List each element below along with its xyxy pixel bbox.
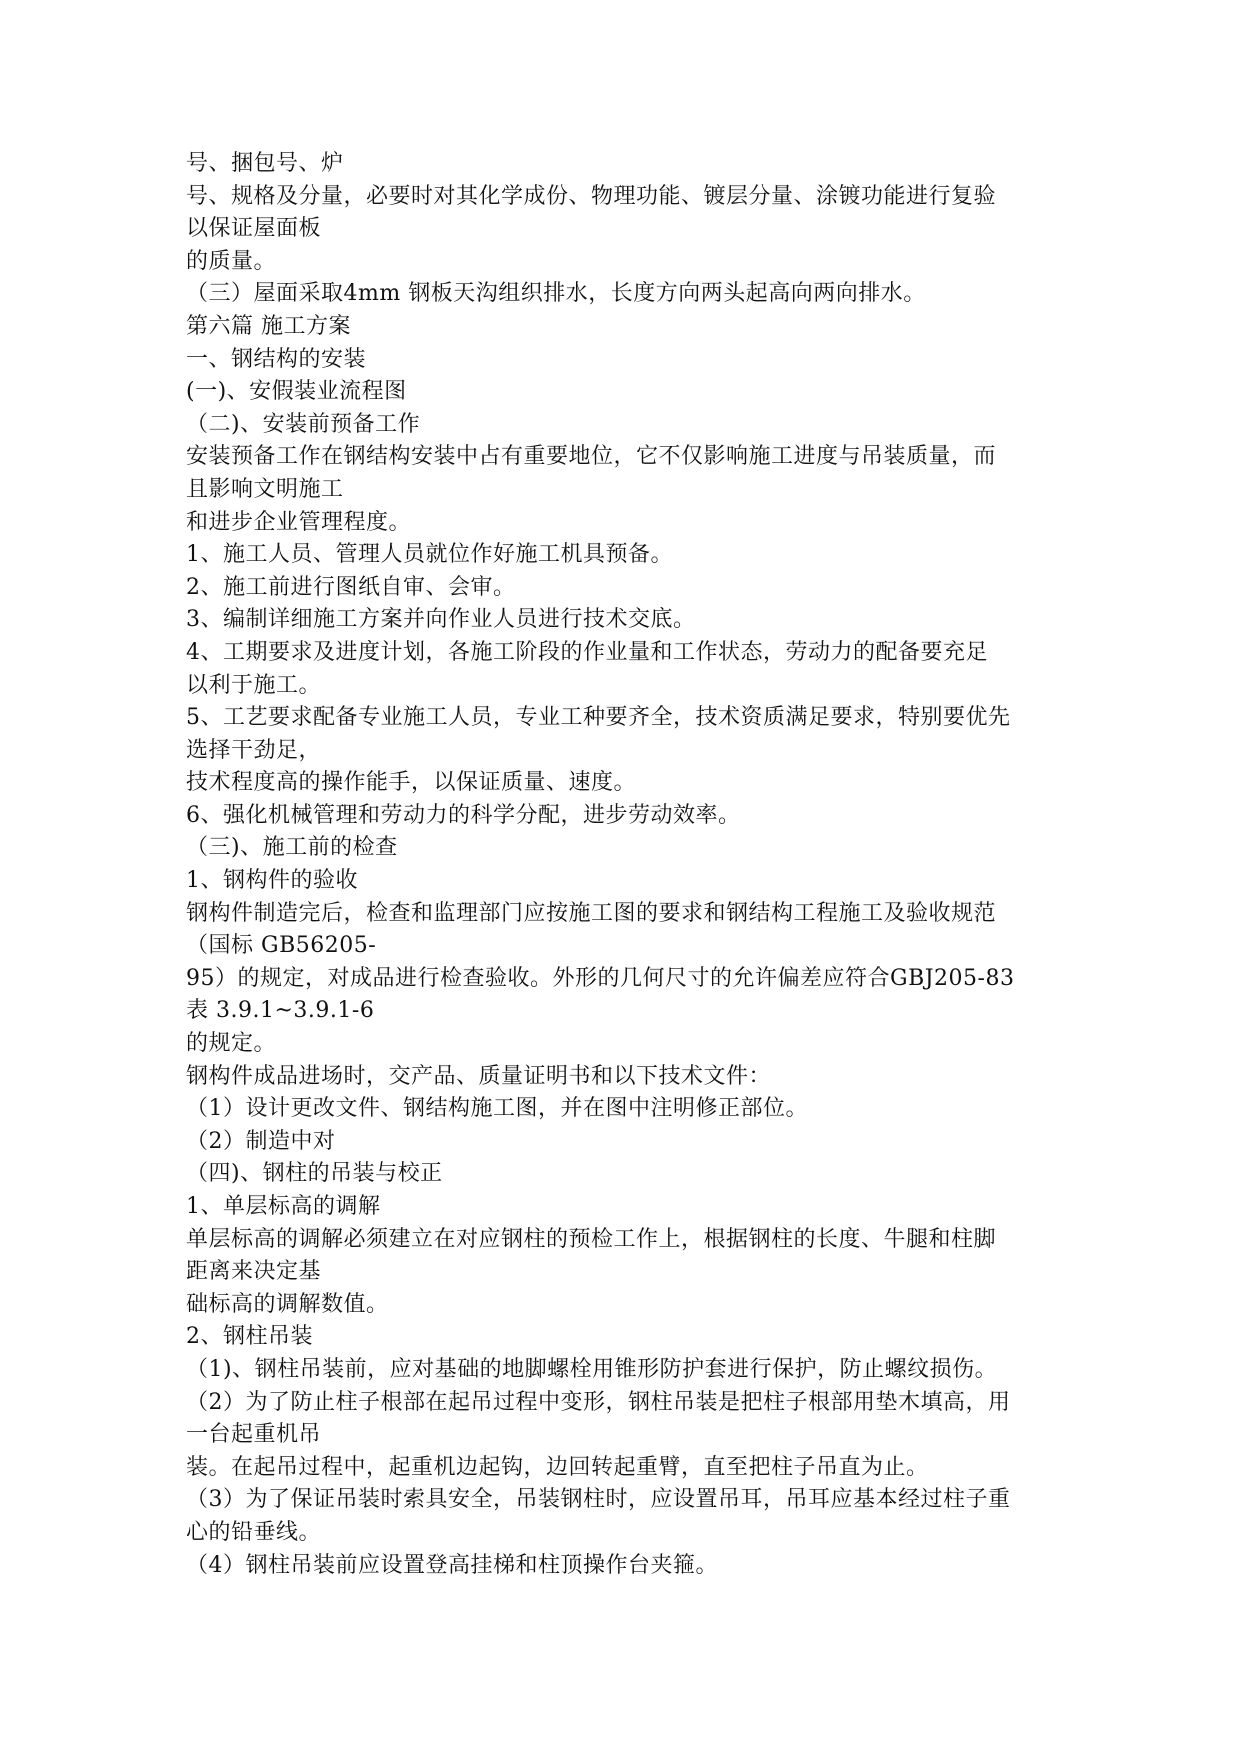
list-item: （3）为了保证吊装时索具安全，吊装钢柱时，应设置吊耳，吊耳应基本经过柱子重 xyxy=(186,1487,1011,1513)
list-item: （2）制造中对 xyxy=(186,1128,336,1154)
text-line: （三）屋面采取4mm 钢板天沟组织排水，长度方向两头起高向两向排水。 xyxy=(186,281,926,307)
list-item: 5、工艺要求配备专业施工人员，专业工种要齐全，技术资质满足要求，特别要优先 xyxy=(186,705,1011,731)
text-line: 以保证屋面板 xyxy=(186,216,322,242)
text-line: 距离来决定基 xyxy=(186,1259,322,1285)
text-line: 技术程度高的操作能手，以保证质量、速度。 xyxy=(186,770,637,796)
text-line: 心的铅垂线。 xyxy=(186,1519,322,1545)
subsection-heading: （四)、钢柱的吊装与校正 xyxy=(186,1161,443,1187)
text-line: 号、规格及分量，必要时对其化学成份、物理功能、镀层分量、涂镀功能进行复验 xyxy=(186,183,997,209)
text-line: 的规定。 xyxy=(186,1031,277,1057)
list-item: （1）设计更改文件、钢结构施工图，并在图中注明修正部位。 xyxy=(186,1096,808,1122)
list-item: 4、工期要求及进度计划，各施工阶段的作业量和工作状态，劳动力的配备要充足 xyxy=(186,639,988,665)
text-line: （国标 GB56205- xyxy=(186,933,377,959)
text-line: 号、捆包号、炉 xyxy=(186,151,344,176)
text-line: 95）的规定，对成品进行检查验收。外形的几何尺寸的允许偏差应符合GBJ205-83 xyxy=(186,965,1015,991)
document-body xyxy=(186,148,1086,1582)
text-line: 钢构件制造完后，检查和监理部门应按施工图的要求和钢结构工程施工及验收规范 xyxy=(186,900,997,926)
list-item: 2、钢柱吊装 xyxy=(186,1324,313,1350)
list-item: （1)、钢柱吊装前，应对基础的地脚螺栓用锥形防护套进行保护，防止螺纹损伤。 xyxy=(186,1356,998,1382)
section-heading: 一、钢结构的安装 xyxy=(186,346,367,372)
subsection-heading: (一)、安假装业流程图 xyxy=(186,379,407,405)
text-line: 装。在起吊过程中，起重机边起钩，边回转起重臂，直至把柱子吊直为止。 xyxy=(186,1454,929,1480)
chapter-heading: 第六篇 施工方案 xyxy=(186,313,351,339)
list-item: 1、钢构件的验收 xyxy=(186,868,358,894)
subsection-heading: （三)、施工前的检查 xyxy=(186,835,398,861)
text-line: 一台起重机吊 xyxy=(186,1422,322,1448)
list-item: 6、强化机械管理和劳动力的科学分配，进步劳动效率。 xyxy=(186,802,741,828)
list-item: （4）钢柱吊装前应设置登高挂梯和柱顶操作台夹箍。 xyxy=(186,1552,718,1578)
list-item: 1、单层标高的调解 xyxy=(186,1194,381,1219)
text-line: 钢构件成品进场时，交产品、质量证明书和以下技术文件： xyxy=(186,1063,772,1089)
text-line: 础标高的调解数值。 xyxy=(186,1291,389,1317)
list-item: 2、施工前进行图纸自审、会审。 xyxy=(186,574,516,600)
list-item: 1、施工人员、管理人员就位作好施工机具预备。 xyxy=(186,542,673,568)
text-line: 选择干劲足， xyxy=(186,737,322,763)
list-item: 3、编制详细施工方案并向作业人员进行技术交底。 xyxy=(186,607,696,633)
text-line: 且影响文明施工 xyxy=(186,476,344,502)
text-line: 单层标高的调解必须建立在对应钢柱的预检工作上，根据钢柱的长度、牛腿和柱脚 xyxy=(186,1226,997,1252)
text-line: 表 3.9.1~3.9.1-6 xyxy=(186,998,375,1024)
text-line: 和进步企业管理程度。 xyxy=(186,509,412,535)
text-line: 以利于施工。 xyxy=(186,672,322,698)
subsection-heading: （二)、安装前预备工作 xyxy=(186,411,421,437)
text-line: 的质量。 xyxy=(186,248,277,274)
text-line: 安装预备工作在钢结构安装中占有重要地位，它不仅影响施工进度与吊装质量，而 xyxy=(186,444,997,470)
list-item: （2）为了防止柱子根部在起吊过程中变形，钢柱吊装是把柱子根部用垫木填高，用 xyxy=(186,1389,1011,1415)
